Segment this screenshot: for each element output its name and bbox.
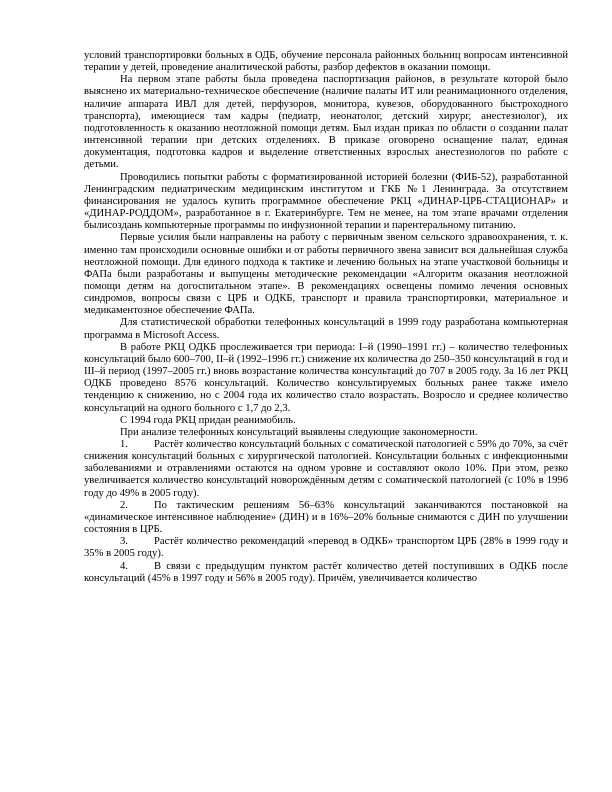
paragraph-reanimobile: С 1994 года РКЦ придан реанимобиль. xyxy=(120,414,296,426)
list-item-number: 2. xyxy=(120,499,128,511)
paragraph-statistics-program: Для статистической обработки телефонных консультаций в 1999 году разработана компьютерная программа в Microsoft Access. xyxy=(84,317,568,341)
list-item-text: Растёт количество рекомендаций «перевод в ОДКБ» транспортом ЦРБ (28% в 1999 году и 35% в 2005 году). xyxy=(84,536,568,560)
document-page xyxy=(84,50,568,585)
paragraph-periods: В работе РКЦ ОДКБ прослеживается три периода: I–й (1990–1991 гг.) – количество телефонных консультаций было 600–700, II–й (1992–1996 гг.) снижение их количества до 250–350 консультаций в год и III–й период (1997–2005 гг.) вновь возрастание количества консультаций до 707 в 2005 году. За 16 лет РКЦ ОДКБ проведено 8576 консультаций. Количество консультируемых больных ранее также имело тенденцию к снижению, но с 2004 года их количество стало возрастать. Возросло и среднее количество консультаций на одного больного с 1,7 до 2,3. xyxy=(84,341,568,414)
list-item-text: Растёт количество консультаций больных с соматической патологией с 59% до 70%, за счёт снижения консультаций больных с хирургической патологией. Консультации больных с инфекционными заболеваниями и отравлениями остаются на одном уровне и составляют около 10%. При этом, резко увеличивается количество консультаций новорождённым детям с соматической патологией (с 10% в 1996 году до 49% в 2005 году). xyxy=(84,439,568,499)
list-item-number: 1. xyxy=(120,439,128,450)
paragraph-analysis-intro: При анализе телефонных консультаций выявлены следующие закономерности. xyxy=(120,426,478,438)
list-item-text: По тактическим решениям 56–63% консультаций заканчиваются постановкой на «динамическое интенсивное наблюдение» (ДИН) и в 16%–20% больные снимаются с ДИН по улучшении состояния в ЦРБ. xyxy=(84,499,568,536)
paragraph-primary-care: Первые усилия были направлены на работу с первичным звеном сельского здравоохранения, т. к. именно там происходили основные ошибки и от работы первичного звена зависит вся дальнейшая служба неотложной помощи. Для единого подхода к тактике и лечению больных на этапе участковой больницы и ФАПа были разработаны и выпущены методические рекомендации «Алгоритм оказания неотложной помощи детям на догоспитальном этапе». В рекомендациях освещены помимо лечения основных синдромов, вопросы связи с ЦРБ и ОДКБ, транспорт и правила транспортировки, материальное и медикаментозное обеспечение ФАПа. xyxy=(84,232,568,317)
paragraph-passportization: На первом этапе работы была проведена паспортизация районов, в результате которой было выяснено их материально-техническое обеспечение (наличие палаты ИТ или реанимационного отделения, наличие аппарата ИВЛ для детей, перфузоров, монитора, кувезов, оборудованного быстроходного транспорта), имеющиеся там кадры (педиатр, неонатолог, детский хирург, анестезиолог), их подготовленность к оказанию неотложной помощи детям. Был издан приказ по области о создании палат интенсивной терапии при детских отделениях. В приказе оговорено оснащение палат, единая документация, подготовка кадров и выделение ответственных взрослых анестезиологов по работе с детьми. xyxy=(84,74,568,171)
list-item xyxy=(84,500,568,536)
paragraph-medical-history-software: Проводились попытки работы с форматизированной историей болезни (ФИБ-52), разработанной Ленинградским педиатрическим медицинским институтом и ГКБ №1 Ленинграда. За отсутствием финансирования не удалось купить программное обеспечение РКЦ «ДИНАР-ЦРБ-СТАЦИОНАР» и «ДИНАР-РОДДОМ», разработанное в г. Екатеринбурге. Тем не менее, на том этапе врачами отделения былисоздань компьютерные программы по инфузионной терапии и парентеральному питанию. xyxy=(84,171,568,232)
list-item-number: 4. xyxy=(120,560,128,572)
list-item xyxy=(84,536,568,560)
list-item-number: 3. xyxy=(120,536,128,548)
paragraph-intro-continuation: условий транспортировки больных в ОДБ, обучение персонала районных больниц вопросам интенсивной терапии у детей, проведение аналитической работы, разбор дефектов в оказании помощи. xyxy=(84,50,568,74)
list-item xyxy=(84,439,568,500)
list-item xyxy=(84,561,568,585)
list-item-text: В связи с предыдущим пунктом растёт количество детей поступивших в ОДКБ после консультаций (45% в 1997 году и 56% в 2005 году). Причём, увеличивается количество xyxy=(84,560,568,584)
